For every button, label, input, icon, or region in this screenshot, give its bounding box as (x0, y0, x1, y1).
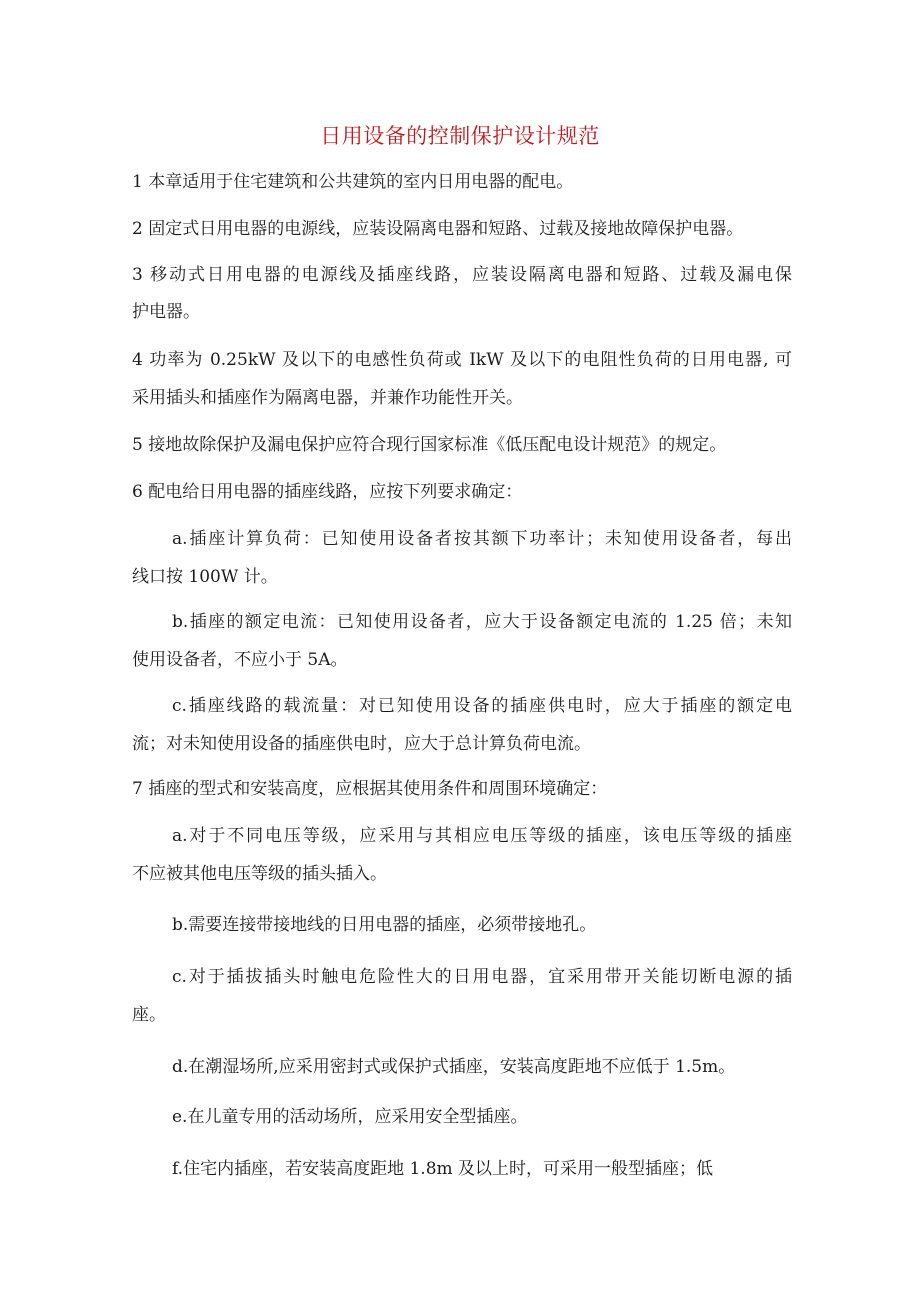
clause-3-line-1: 3 移动式日用电器的电源线及插座线路，应装设隔离电器和短路、过载及漏电保 (132, 265, 792, 285)
clause-7f-line-1: f.住宅内插座，若安装高度距地 1.8m 及以上时，可采用一般型插座；低 (172, 1159, 714, 1179)
clause-7d-line-1: d.在潮湿场所,应采用密封式或保护式插座，安装高度距地不应低于 1.5m。 (172, 1057, 736, 1077)
clause-7b-line-1: b.需要连接带接地线的日用电器的插座，必须带接地孔。 (172, 915, 597, 935)
clause-6c-line-1: c.插座线路的载流量：对已知使用设备的插座供电时，应大于插座的额定电 (172, 696, 792, 716)
clause-6a-line-2: 线口按 100W 计。 (132, 567, 278, 587)
clause-2-line-1: 2 固定式日用电器的电源线，应装设隔离电器和短路、过载及接地故障保护电器。 (132, 219, 744, 239)
clause-7a-line-2: 不应被其他电压等级的插头插入。 (132, 864, 387, 884)
clause-7a-line-1: a.对于不同电压等级，应采用与其相应电压等级的插座，该电压等级的插座 (172, 826, 792, 846)
clause-7e-line-1: e.在儿童专用的活动场所，应采用安全型插座。 (172, 1107, 528, 1127)
clause-7-line-1: 7 插座的型式和安装高度，应根据其使用条件和周围环境确定： (132, 779, 608, 799)
clause-1-line-1: 1 本章适用于住宅建筑和公共建筑的室内日用电器的配电。 (132, 172, 574, 192)
clause-6b-line-1: b.插座的额定电流：已知使用设备者，应大于设备额定电流的 1.25 倍；未知 (172, 612, 792, 632)
clause-4-line-1: 4 功率为 0.25kW 及以下的电感性负荷或 IkW 及以下的电阻性负荷的日用电器, 可 (132, 350, 792, 370)
clause-6a-line-1: a.插座计算负荷：已知使用设备者按其额下功率计；未知使用设备者，每出 (172, 529, 792, 549)
clause-6c-line-2: 流；对未知使用设备的插座供电时，应大于总计算负荷电流。 (132, 734, 591, 754)
clause-6b-line-2: 使用设备者，不应小于 5A。 (132, 650, 348, 670)
document-title: 日用设备的控制保护设计规范 (320, 124, 600, 148)
clause-4-line-2: 采用插头和插座作为隔离电器，并兼作功能性开关。 (132, 388, 523, 408)
clause-7c-line-1: c.对于插拔插头时触电危险性大的日用电器，宜采用带开关能切断电源的插 (172, 967, 792, 987)
clause-3-line-2: 护电器。 (132, 302, 200, 322)
clause-6-line-1: 6 配电给日用电器的插座线路，应按下列要求确定： (132, 482, 523, 502)
clause-5-line-1: 5 接地故除保护及漏电保护应符合现行国家标准《低压配电设计规范》的规定。 (132, 435, 727, 455)
clause-7c-line-2: 座。 (132, 1005, 166, 1025)
